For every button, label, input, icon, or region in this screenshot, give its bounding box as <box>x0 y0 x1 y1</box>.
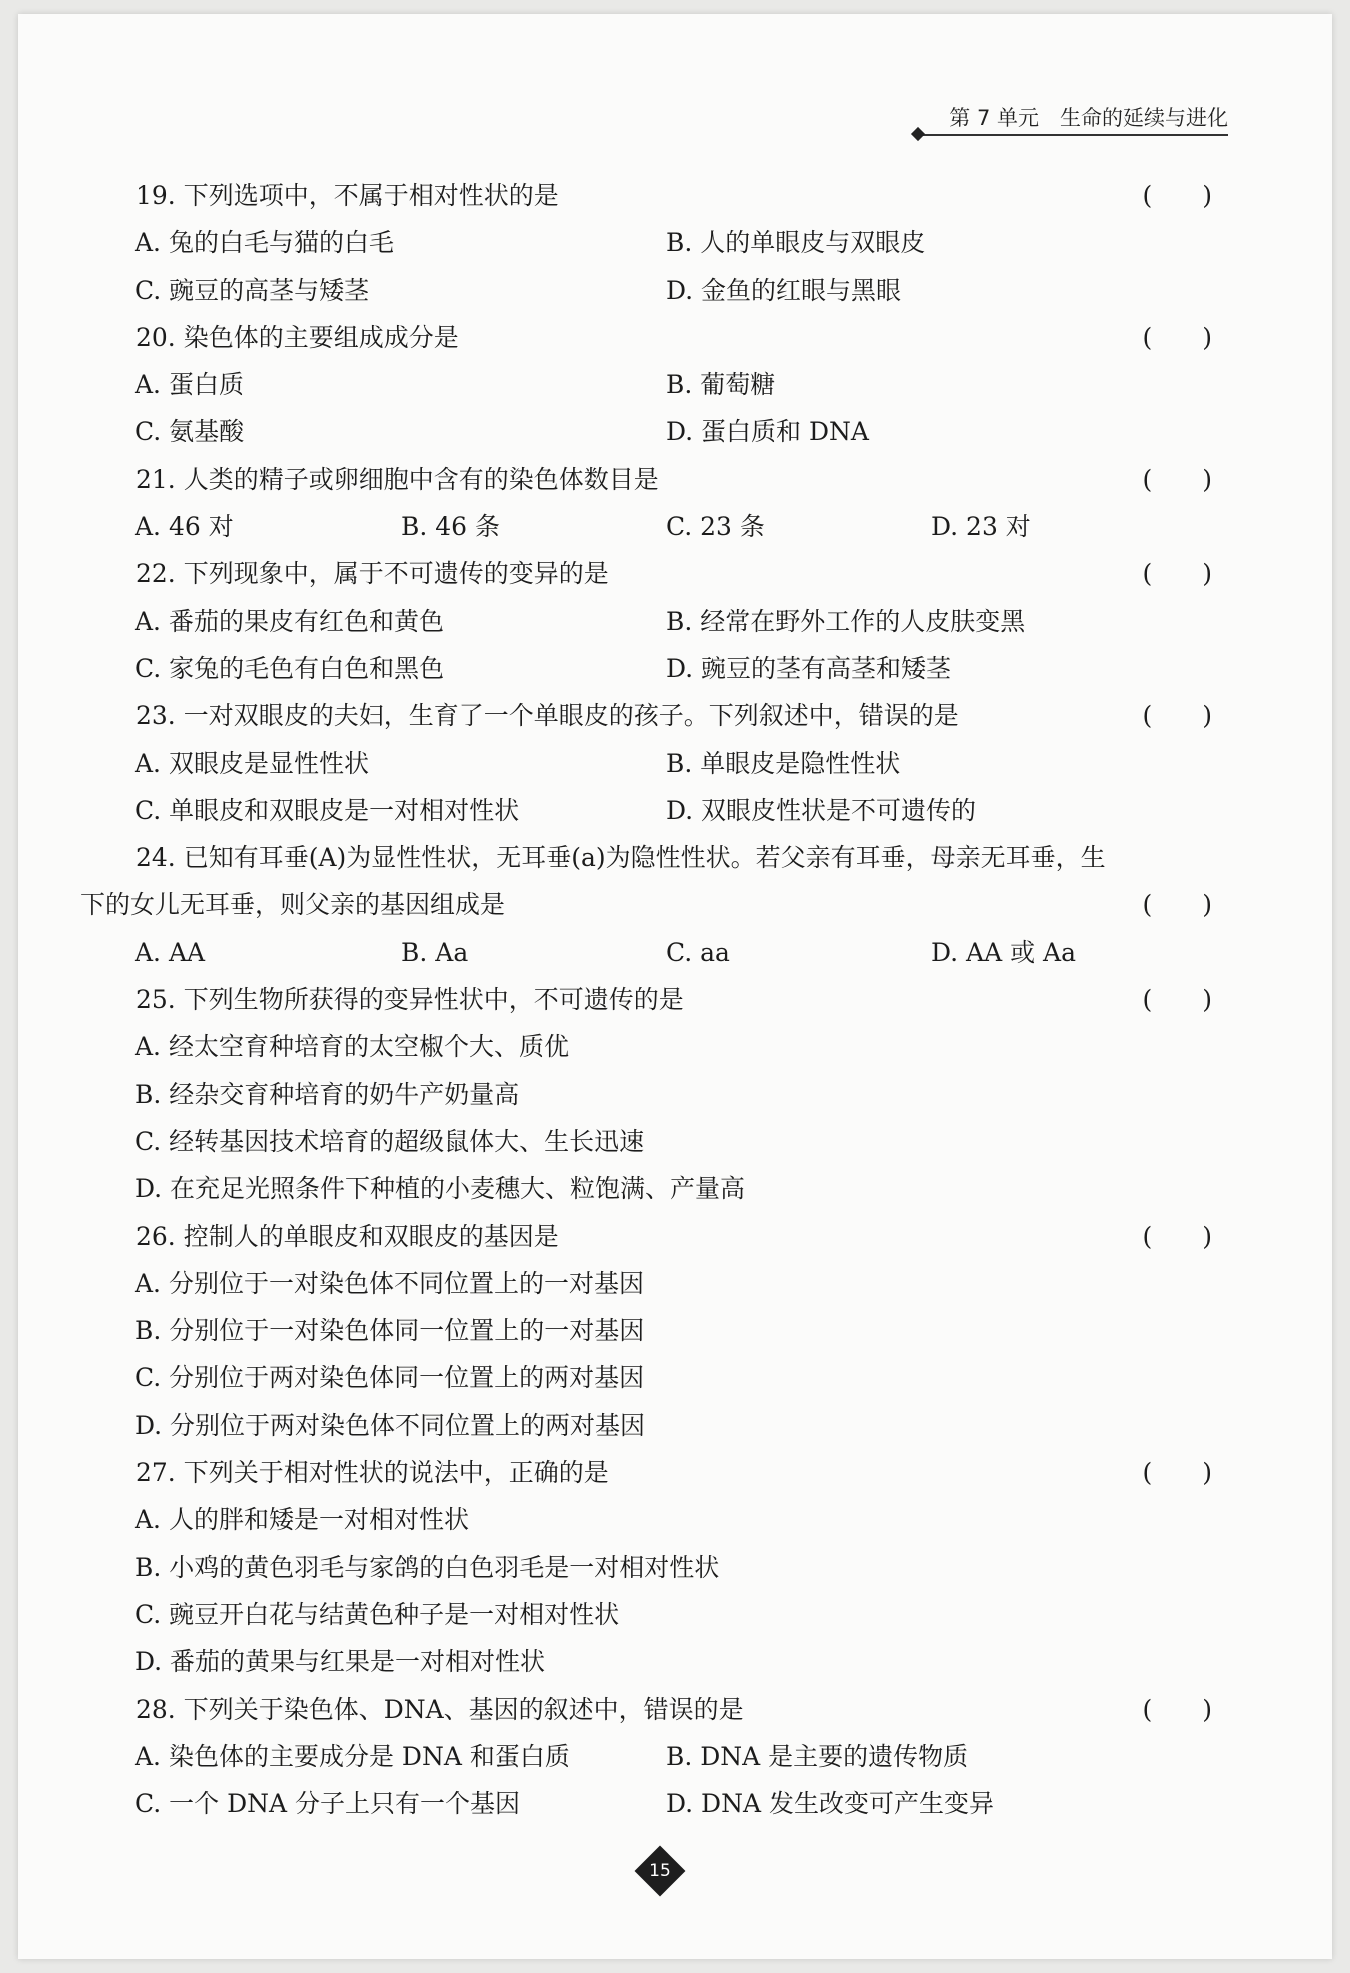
option-d: D. 豌豆的茎有高茎和矮茎 <box>666 653 952 683</box>
question-28 <box>18 1686 1332 1733</box>
question-stem: 23. 一对双眼皮的夫妇，生育了一个单眼皮的孩子。下列叙述中，错误的是 <box>136 701 959 731</box>
option-row <box>18 1071 1332 1118</box>
answer-blank: ( ) <box>1142 985 1212 1015</box>
option-row <box>18 408 1332 455</box>
diamond-icon <box>911 127 925 141</box>
option-row <box>18 1023 1332 1070</box>
option-row <box>18 267 1332 314</box>
option-row <box>18 1496 1332 1543</box>
option-c: C. 家兔的毛色有白色和黑色 <box>135 653 445 683</box>
question-24 <box>18 834 1332 881</box>
option-d: D. 在充足光照条件下种植的小麦穗大、粒饱满、产量高 <box>135 1174 746 1204</box>
option-b: B. 小鸡的黄色羽毛与家鸽的白色羽毛是一对相对性状 <box>135 1552 720 1582</box>
option-row <box>18 1260 1332 1307</box>
question-24-continued <box>18 881 1332 928</box>
question-stem: 21. 人类的精子或卵细胞中含有的染色体数目是 <box>136 464 659 494</box>
option-d: D. DNA 发生改变可产生变异 <box>666 1789 994 1819</box>
question-stem: 26. 控制人的单眼皮和双眼皮的基因是 <box>136 1221 559 1251</box>
option-a: A. 分别位于一对染色体不同位置上的一对基因 <box>135 1268 644 1298</box>
option-row <box>18 1638 1332 1685</box>
option-a: A. 染色体的主要成分是 DNA 和蛋白质 <box>135 1741 570 1771</box>
option-c: C. 豌豆的高茎与矮茎 <box>135 275 370 305</box>
answer-blank: ( ) <box>1142 701 1212 731</box>
option-row <box>18 787 1332 834</box>
question-stem: 19. 下列选项中，不属于相对性状的是 <box>136 181 559 210</box>
option-row <box>18 1307 1332 1354</box>
option-c: C. 经转基因技术培育的超级鼠体大、生长迅速 <box>135 1126 645 1156</box>
option-row <box>18 219 1332 266</box>
option-d: D. 双眼皮性状是不可遗传的 <box>666 795 977 825</box>
option-row <box>18 598 1332 645</box>
option-row <box>18 1118 1332 1165</box>
answer-blank: ( ) <box>1142 464 1212 494</box>
question-stem: 20. 染色体的主要组成成分是 <box>136 322 459 352</box>
option-row <box>18 1780 1332 1827</box>
unit-title: 第 7 单元 生命的延续与进化 <box>949 106 1228 130</box>
option-a: A. 双眼皮是显性性状 <box>135 748 369 778</box>
question-22 <box>18 550 1332 597</box>
option-row <box>18 1733 1332 1780</box>
question-stem: 22. 下列现象中，属于不可遗传的变异的是 <box>136 559 609 589</box>
option-b: B. Aa <box>401 937 469 967</box>
page-number-badge <box>638 1849 682 1893</box>
question-stem-continued: 下的女儿无耳垂，则父亲的基因组成是 <box>80 890 506 920</box>
question-stem: 27. 下列关于相对性状的说法中，正确的是 <box>136 1458 609 1488</box>
option-c: C. aa <box>666 937 730 967</box>
option-d: D. 蛋白质和 DNA <box>666 417 869 447</box>
option-row <box>18 503 1332 550</box>
question-stem: 24. 已知有耳垂(A)为显性性状，无耳垂(a)为隐性性状。若父亲有耳垂，母亲无耳垂，生 <box>136 843 1106 873</box>
answer-blank: ( ) <box>1142 559 1212 589</box>
answer-blank: ( ) <box>1142 890 1212 920</box>
option-c: C. 分别位于两对染色体同一位置上的两对基因 <box>135 1363 645 1393</box>
option-row <box>18 740 1332 787</box>
option-d: D. AA 或 Aa <box>931 937 1077 967</box>
option-c: C. 单眼皮和双眼皮是一对相对性状 <box>135 795 520 825</box>
option-c: C. 23 条 <box>666 512 765 542</box>
option-row <box>18 645 1332 692</box>
option-row <box>18 1354 1332 1401</box>
option-row <box>18 1165 1332 1212</box>
question-25 <box>18 976 1332 1023</box>
question-20 <box>18 314 1332 361</box>
question-stem: 25. 下列生物所获得的变异性状中，不可遗传的是 <box>136 985 684 1015</box>
option-b: B. 分别位于一对染色体同一位置上的一对基因 <box>135 1316 645 1346</box>
question-19 <box>18 172 1332 219</box>
question-list <box>18 172 1332 1827</box>
option-d: D. 金鱼的红眼与黑眼 <box>666 275 902 305</box>
option-row <box>18 361 1332 408</box>
option-row <box>18 1544 1332 1591</box>
option-b: B. 经杂交育种培育的奶牛产奶量高 <box>135 1079 520 1109</box>
option-b: B. 46 条 <box>401 512 501 542</box>
option-row <box>18 1402 1332 1449</box>
option-b: B. 人的单眼皮与双眼皮 <box>666 228 926 258</box>
option-d: D. 分别位于两对染色体不同位置上的两对基因 <box>135 1410 646 1440</box>
option-b: B. 葡萄糖 <box>666 370 776 400</box>
option-row <box>18 929 1332 976</box>
question-23 <box>18 692 1332 739</box>
option-a: A. 人的胖和矮是一对相对性状 <box>135 1505 469 1535</box>
answer-blank: ( ) <box>1142 1221 1212 1251</box>
option-a: A. 番茄的果皮有红色和黄色 <box>135 606 444 636</box>
option-d: D. 番茄的黄果与红果是一对相对性状 <box>135 1647 546 1677</box>
question-27 <box>18 1449 1332 1496</box>
option-c: C. 豌豆开白花与结黄色种子是一对相对性状 <box>135 1599 620 1629</box>
header-rule <box>920 134 1228 136</box>
option-d: D. 23 对 <box>931 512 1031 542</box>
option-b: B. DNA 是主要的遗传物质 <box>666 1741 969 1771</box>
option-a: A. 46 对 <box>135 512 234 542</box>
answer-blank: ( ) <box>1142 1694 1212 1724</box>
option-b: B. 经常在野外工作的人皮肤变黑 <box>666 606 1026 636</box>
answer-blank: ( ) <box>1142 322 1212 352</box>
question-26 <box>18 1213 1332 1260</box>
option-a: A. 兔的白毛与猫的白毛 <box>135 228 394 258</box>
question-stem: 28. 下列关于染色体、DNA、基因的叙述中，错误的是 <box>136 1694 744 1724</box>
question-21 <box>18 456 1332 503</box>
option-row <box>18 1591 1332 1638</box>
option-a: A. 经太空育种培育的太空椒个大、质优 <box>135 1032 569 1062</box>
page-number: 15 <box>649 1861 671 1881</box>
workbook-page <box>18 14 1332 1959</box>
option-a: A. AA <box>135 937 206 967</box>
answer-blank: ( ) <box>1142 1458 1212 1488</box>
option-c: C. 一个 DNA 分子上只有一个基因 <box>135 1789 520 1819</box>
option-b: B. 单眼皮是隐性性状 <box>666 748 901 778</box>
option-c: C. 氨基酸 <box>135 417 245 447</box>
running-header <box>908 102 1228 142</box>
answer-blank: ( ) <box>1142 181 1212 210</box>
option-a: A. 蛋白质 <box>135 370 244 400</box>
